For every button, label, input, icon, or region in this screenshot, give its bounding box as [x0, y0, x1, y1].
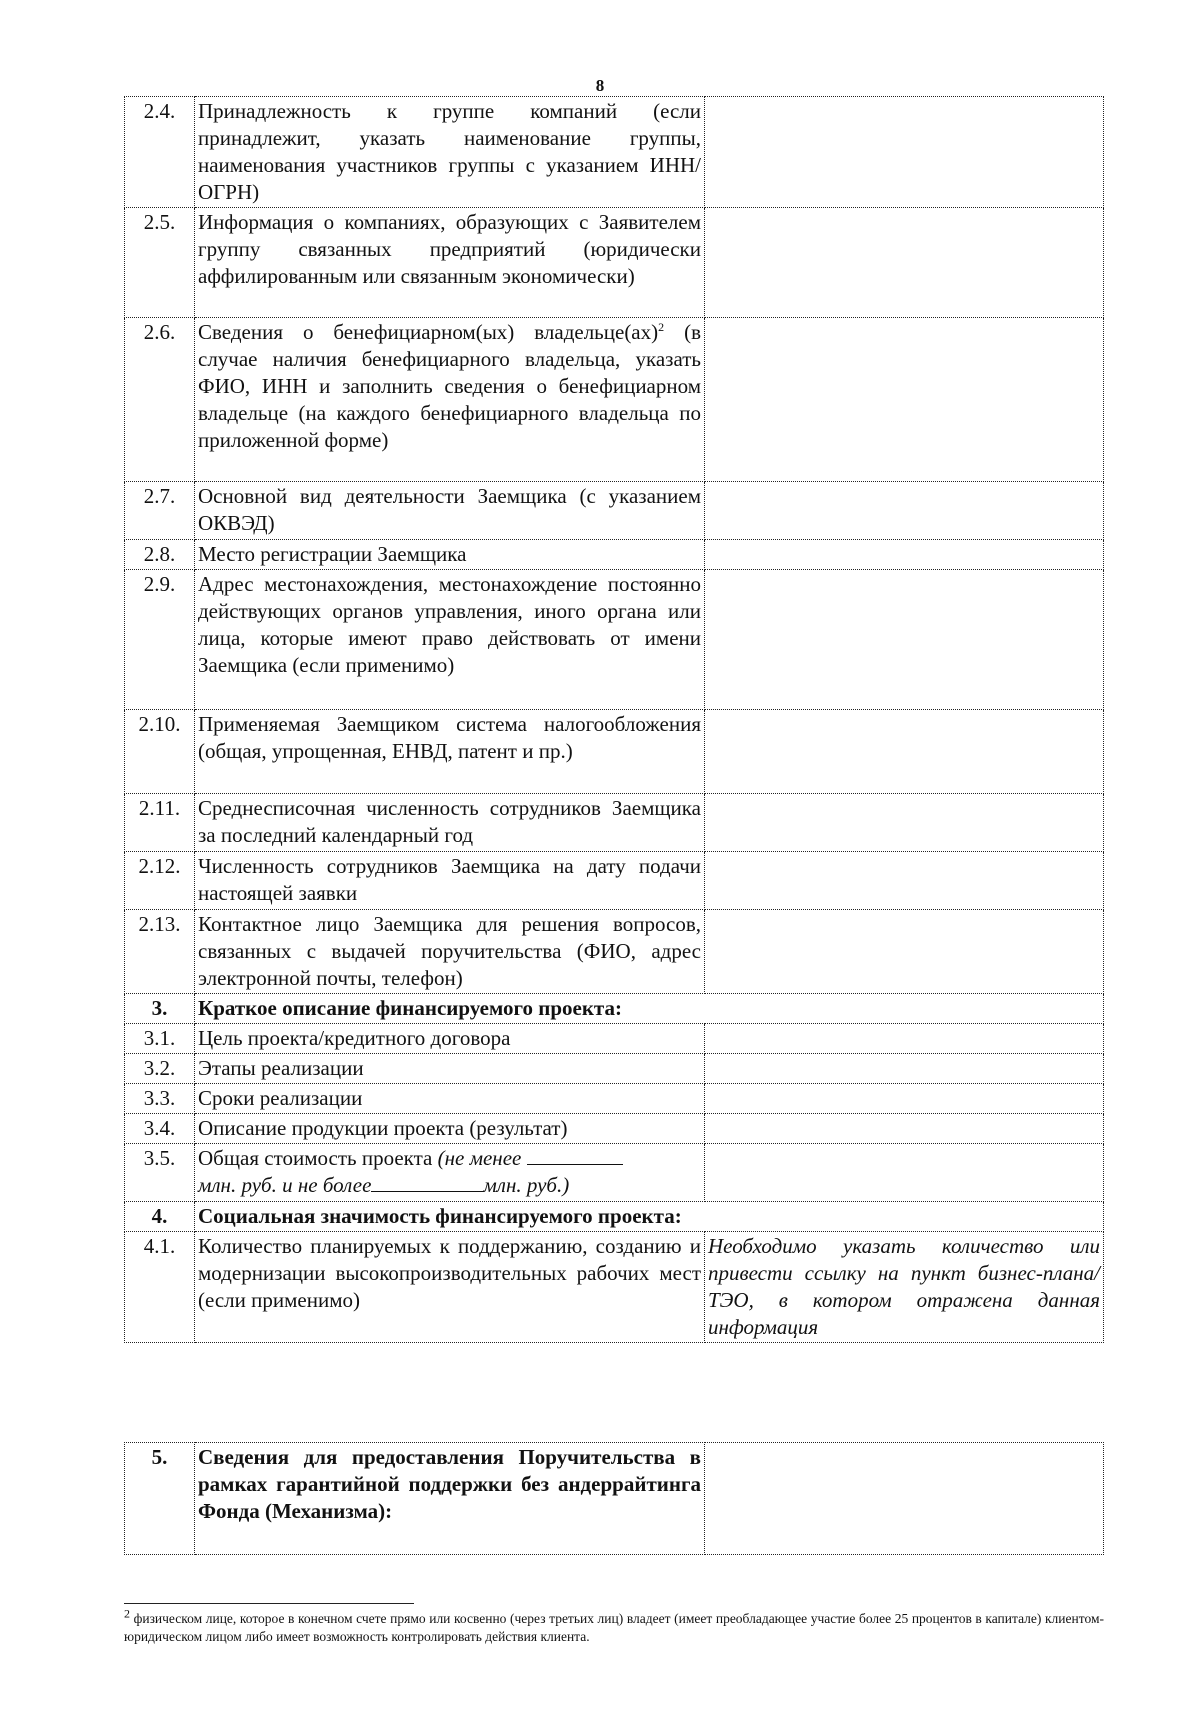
table-row: [125, 1024, 1104, 1054]
row-value-cell[interactable]: [705, 1443, 1104, 1555]
desc-text: Сведения о бенефициарном(ых) владельце(ах): [198, 320, 659, 344]
row-number: 2.10.: [125, 710, 195, 794]
row-number: 2.6.: [125, 318, 195, 482]
row-number: 2.9.: [125, 570, 195, 710]
table-row: [125, 1114, 1104, 1144]
row-description: [195, 318, 705, 482]
row-description: Адрес местонахождения, местонахождение постоянно действующих органов управления, иного органа или лица, которые имеют право действовать от имени Заемщика (если применимо): [195, 570, 705, 710]
max-amount-blank[interactable]: [371, 1173, 483, 1192]
row-description: Количество планируемых к поддержанию, созданию и модернизации высокопроизводительных рабочих мест (если применимо): [195, 1232, 705, 1343]
desc-text-italic: млн. руб.): [483, 1173, 570, 1197]
section-header-row: [125, 1202, 1104, 1232]
table-row: [125, 710, 1104, 794]
row-description: Основной вид деятельности Заемщика (с указанием ОКВЭД): [195, 482, 705, 540]
table-row: [125, 794, 1104, 852]
row-number: 5.: [125, 1443, 195, 1555]
row-value-cell[interactable]: [705, 540, 1104, 570]
row-value-cell[interactable]: [705, 1144, 1104, 1202]
page-number: 8: [595, 76, 605, 95]
row-value-cell[interactable]: [705, 794, 1104, 852]
section-number: 4.: [125, 1202, 195, 1232]
row-number: 3.3.: [125, 1084, 195, 1114]
desc-text: Общая стоимость проекта: [198, 1146, 438, 1170]
table-row: [125, 482, 1104, 540]
row-value-cell[interactable]: [705, 570, 1104, 710]
table-row: [125, 318, 1104, 482]
row-value-cell[interactable]: Необходимо указать количество или привести ссылку на пункт бизнес-плана/ТЭО, в котором отражена данная информация: [705, 1232, 1104, 1343]
table-row: [125, 208, 1104, 318]
table-row: [125, 1054, 1104, 1084]
section-number: 3.: [125, 994, 195, 1024]
row-value-cell[interactable]: [705, 1084, 1104, 1114]
footnote: [124, 1606, 1104, 1646]
row-description: Численность сотрудников Заемщика на дату подачи настоящей заявки: [195, 852, 705, 910]
row-description: Этапы реализации: [195, 1054, 705, 1084]
row-description: Место регистрации Заемщика: [195, 540, 705, 570]
min-amount-blank[interactable]: [527, 1146, 623, 1165]
row-number: 4.1.: [125, 1232, 195, 1343]
footnote-ref[interactable]: 2: [658, 320, 665, 334]
table-row: [125, 1232, 1104, 1343]
row-number: 3.2.: [125, 1054, 195, 1084]
table-row: [125, 1144, 1104, 1202]
row-value-cell[interactable]: [705, 1054, 1104, 1084]
desc-text-tail: (в случае наличия бенефициарного владельца, указать ФИО, ИНН и заполнить сведения о бенефициарном владельце (на каждого бенефициарного владельца по приложенной форме): [198, 320, 701, 452]
table-row: [125, 1443, 1104, 1555]
footnote-separator: [124, 1603, 414, 1604]
row-description: Описание продукции проекта (результат): [195, 1114, 705, 1144]
table-row: [125, 570, 1104, 710]
section-header-row: [125, 994, 1104, 1024]
row-value-cell[interactable]: [705, 97, 1104, 208]
row-description: Информация о компаниях, образующих с Заявителем группу связанных предприятий (юридически аффилированным или связанным экономически): [195, 208, 705, 318]
row-value-cell[interactable]: [705, 910, 1104, 994]
row-number: 2.8.: [125, 540, 195, 570]
table-row: [125, 540, 1104, 570]
table-row: [125, 910, 1104, 994]
row-value-cell[interactable]: [705, 482, 1104, 540]
row-number: 3.1.: [125, 1024, 195, 1054]
row-description: [195, 1144, 705, 1202]
row-number: 2.13.: [125, 910, 195, 994]
row-value-cell[interactable]: [705, 710, 1104, 794]
row-number: 2.7.: [125, 482, 195, 540]
row-description: Цель проекта/кредитного договора: [195, 1024, 705, 1054]
row-number: 2.5.: [125, 208, 195, 318]
row-description: Контактное лицо Заемщика для решения вопросов, связанных с выдачей поручительства (ФИО, адрес электронной почты, телефон): [195, 910, 705, 994]
footnote-mark: 2: [124, 1606, 130, 1621]
row-value-cell[interactable]: [705, 318, 1104, 482]
row-description: Применяемая Заемщиком система налогообложения (общая, упрощенная, ЕНВД, патент и пр.): [195, 710, 705, 794]
footnote-text: физическом лице, которое в конечном счете прямо или косвенно (через третьих лиц) владеет (имеет преобладающее участие более 25 процентов в капитале) клиентом-юридическом лицом либо имеет возможность контролировать действия клиента.: [124, 1611, 1104, 1644]
section-title: Социальная значимость финансируемого проекта:: [195, 1202, 1104, 1232]
section5-table: [124, 1442, 1104, 1555]
row-description: Сроки реализации: [195, 1084, 705, 1114]
row-number: 2.4.: [125, 97, 195, 208]
row-value-cell[interactable]: [705, 208, 1104, 318]
table-row: [125, 852, 1104, 910]
row-number: 2.11.: [125, 794, 195, 852]
row-value-cell[interactable]: [705, 852, 1104, 910]
row-description: Сведения для предоставления Поручительства в рамках гарантийной поддержки без андеррайтинга Фонда (Механизма):: [195, 1443, 705, 1555]
row-description: Принадлежность к группе компаний (если принадлежит, указать наименование группы, наименования участников группы с указанием ИНН/ОГРН): [195, 97, 705, 208]
row-number: 2.12.: [125, 852, 195, 910]
row-value-cell[interactable]: [705, 1114, 1104, 1144]
row-number: 3.5.: [125, 1144, 195, 1202]
desc-text-italic: (не менее: [437, 1146, 527, 1170]
table-row: [125, 1084, 1104, 1114]
section-title: Краткое описание финансируемого проекта:: [195, 994, 1104, 1024]
desc-text-italic: млн. руб. и не более: [198, 1173, 372, 1197]
application-form-table: [124, 96, 1104, 1343]
row-number: 3.4.: [125, 1114, 195, 1144]
row-value-cell[interactable]: [705, 1024, 1104, 1054]
table-row: [125, 97, 1104, 208]
row-description: Среднесписочная численность сотрудников Заемщика за последний календарный год: [195, 794, 705, 852]
